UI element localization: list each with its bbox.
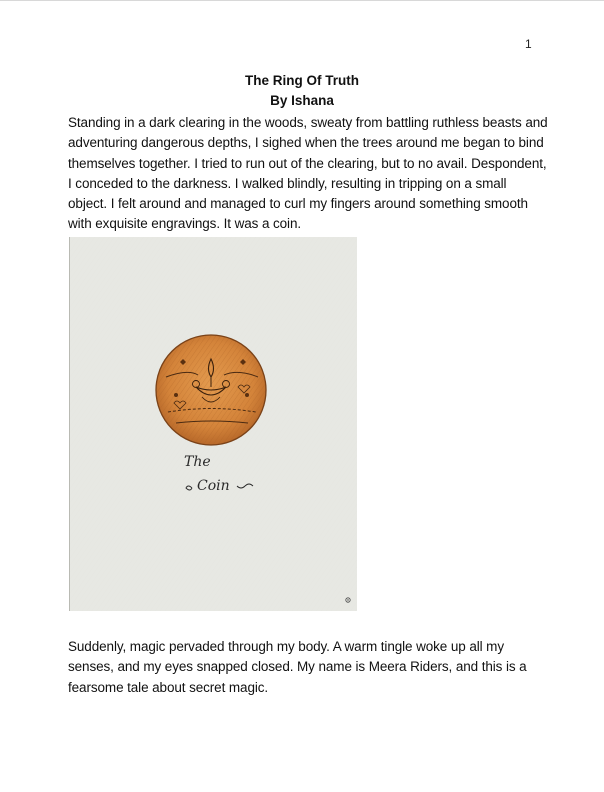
page-number: 1 [525,37,532,51]
page-top-edge [0,0,604,1]
story-paragraph-1: Standing in a dark clearing in the woods, sweaty from battling ruthless beasts and adventuring dangerous depths, I sighed when the trees around me began to bind themselves together. I tried to run out of the clearing, but to no avail. Despondent, I conceded to the darkness. I walked blindly, resulting in tripping on a small object. I felt around and managed to curl my fingers around something smooth with exquisite engravings. It was a coin. [68,115,548,232]
coin-caption-line-2: Coin [197,478,230,494]
coin-drawing-photo [69,237,357,611]
story-author: By Ishana [270,93,334,108]
coin-illustration [156,335,266,445]
story-paragraph-2: Suddenly, magic pervaded through my body. A warm tingle woke up all my senses, and my eyes snapped closed. My name is Meera Riders, and this is a fearsome tale about secret magic. [68,639,527,695]
coin-caption-line-1: The [184,454,211,470]
story-title: The Ring Of Truth [245,73,359,88]
